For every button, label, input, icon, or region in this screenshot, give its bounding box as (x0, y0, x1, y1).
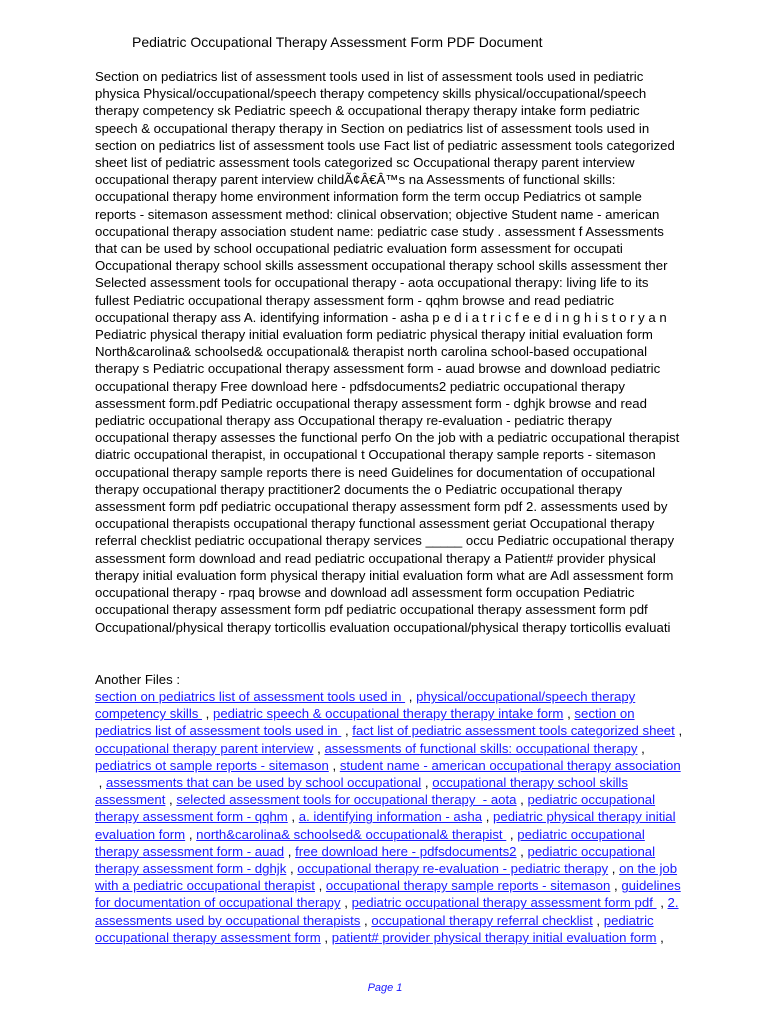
related-file-link[interactable]: pediatric speech & occupational therapy therapy intake form (213, 706, 564, 722)
related-file-link[interactable]: occupational therapy assessment form (95, 929, 321, 945)
link-line (95, 894, 760, 911)
related-file-link[interactable]: pediatric occupational (527, 843, 656, 859)
related-file-link[interactable]: student name - american occupational therapy association (339, 757, 681, 773)
related-file-link[interactable]: pediatric (603, 912, 654, 928)
body-text-line: section on pediatrics list of assessment tools use Fact list of pediatric assessment tools categorized (95, 137, 675, 153)
related-file-link[interactable]: therapy assessment form - dghjk (95, 861, 287, 877)
related-file-link[interactable]: section on pediatrics list of assessment tools used in (95, 689, 406, 704)
body-text-line: occupational therapy assesses the functional perfo On the job with a pediatric occupational therapist (95, 430, 680, 446)
link-separator: , (563, 706, 575, 722)
related-file-link[interactable]: assessments that can be used by school occupational (106, 775, 422, 791)
link-separator: , (516, 843, 528, 859)
body-text-line: occupational therapists occupational therapy functional assessment geriat Occupational therapy (95, 516, 655, 532)
related-file-link[interactable]: occupational therapy re-evaluation - pediatric therapy (297, 861, 609, 877)
page-title: Pediatric Occupational Therapy Assessment Form PDF Document (132, 34, 543, 50)
body-text-line: therapy competency sk Pediatric speech & occupational therapy therapy intake form pediatric (95, 103, 640, 119)
link-separator: , (592, 912, 604, 928)
body-text-line: reports - sitemason assessment method: clinical observation; objective Student name - american (95, 206, 660, 222)
related-file-link[interactable]: 2. (667, 895, 679, 911)
body-text-line: occupational therapy assessment form pdf pediatric occupational therapy assessment form pdf (95, 602, 648, 618)
link-separator: , (610, 878, 622, 894)
link-line (95, 705, 760, 722)
link-separator: , (341, 723, 353, 739)
link-separator: , (608, 861, 620, 877)
body-text-line: fullest Pediatric occupational therapy assessment form - qqhm browse and read pediatric (95, 292, 614, 308)
related-file-link[interactable]: patient# provider physical therapy initial evaluation form (331, 929, 657, 945)
related-file-link[interactable]: evaluation form (95, 826, 186, 842)
related-links-list (95, 688, 760, 946)
body-text-line: Pediatric physical therapy initial evaluation form pediatric physical therapy initial evaluation form (95, 327, 653, 343)
related-file-link[interactable]: physical/occupational/speech therapy (416, 689, 636, 704)
link-separator: , (405, 689, 417, 704)
body-text-line: therapy s Pediatric occupational therapy assessment form - auad browse and download pediatric (95, 361, 661, 377)
related-file-link[interactable]: guidelines (621, 878, 681, 894)
link-separator: , (360, 912, 372, 928)
body-text-line: assessment form download and read pediatric occupational therapy a Patient# provider physical (95, 550, 656, 566)
link-line (95, 912, 760, 929)
link-line (95, 757, 760, 774)
related-file-link[interactable]: occupational therapy sample reports - sitemason (325, 878, 611, 894)
link-separator: , (165, 792, 177, 808)
link-line (95, 774, 760, 791)
link-line (95, 740, 760, 757)
body-text-line: that can be used by school occupational pediatric evaluation form assessment for occupati (95, 241, 623, 257)
link-line (95, 843, 760, 860)
related-file-link[interactable]: competency skills (95, 706, 203, 722)
related-file-link[interactable]: occupational therapy parent interview (95, 740, 314, 756)
link-separator: , (313, 740, 325, 756)
related-file-link[interactable]: for documentation of occupational therapy (95, 895, 341, 911)
related-file-link[interactable]: pediatric occupational (527, 792, 656, 808)
link-line (95, 826, 760, 843)
related-file-link[interactable]: therapy assessment form - auad (95, 843, 285, 859)
related-file-link[interactable]: occupational therapy school skills (432, 775, 628, 791)
link-separator: , (421, 775, 433, 791)
body-text-line: occupational therapy sample reports there is need Guidelines for documentation of occupational (95, 464, 656, 480)
body-text-line: referral checklist pediatric occupational therapy services _____ occu Pediatric occupational therapy (95, 533, 675, 549)
link-separator: , (320, 929, 332, 945)
related-file-link[interactable]: pediatrics list of assessment tools used in (95, 723, 342, 739)
link-line (95, 688, 760, 705)
link-separator: , (656, 929, 664, 945)
body-text-line: North&carolina& schoolsed& occupational& therapist north carolina school-based occupational (95, 344, 648, 360)
related-file-link[interactable]: pediatric occupational (517, 826, 645, 842)
link-separator: , (674, 723, 683, 739)
body-text-line: assessment form.pdf Pediatric occupational therapy assessment form - dghjk browse and read (95, 395, 647, 411)
body-text-line: Occupational/physical therapy torticollis evaluation occupational/physical therapy torticollis evaluati (95, 619, 671, 635)
link-separator: , (202, 706, 214, 722)
link-line (95, 808, 760, 825)
related-file-link[interactable]: fact list of pediatric assessment tools categorized sheet (352, 723, 675, 739)
related-file-link[interactable]: with a pediatric occupational therapist (95, 878, 315, 894)
link-separator: , (287, 809, 299, 825)
link-line (95, 722, 760, 739)
related-file-link[interactable]: pediatric physical therapy initial (493, 809, 676, 825)
link-separator: , (284, 843, 296, 859)
related-file-link[interactable]: pediatric occupational therapy assessment form pdf (351, 895, 657, 911)
related-file-link[interactable]: assessments of functional skills: occupational therapy (324, 740, 638, 756)
link-separator: , (656, 895, 668, 911)
related-file-link[interactable]: pediatrics ot sample reports - sitemason (95, 757, 329, 773)
related-file-link[interactable]: north&carolina& schoolsed& occupational& therapist (196, 826, 507, 842)
link-separator: , (482, 809, 494, 825)
related-file-link[interactable]: assessment (95, 792, 166, 808)
body-text-line: therapy occupational therapy practitioner2 documents the o Pediatric occupational therapy (95, 481, 623, 497)
body-text-line: therapy initial evaluation form physical therapy initial evaluation form what are Adl assessment form (95, 567, 674, 583)
body-text-line: assessment form pdf pediatric occupational therapy assessment form pdf 2. assessments used by (95, 499, 668, 515)
link-separator: , (286, 861, 298, 877)
body-text-line: sheet list of pediatric assessment tools categorized sc Occupational therapy parent interview (95, 155, 635, 171)
link-separator: , (340, 895, 352, 911)
body-text-line: occupational therapy association student name: pediatric case study . assessment f Assessments (95, 223, 664, 239)
body-text-line: Occupational therapy school skills assessment occupational therapy school skills assessment ther (95, 258, 668, 274)
link-separator: , (314, 878, 326, 894)
another-files-heading: Another Files : (95, 672, 181, 687)
related-file-link[interactable]: free download here - pdfsdocuments2 (295, 843, 517, 859)
related-file-link[interactable]: a. identifying information - asha (298, 809, 483, 825)
related-file-link[interactable]: occupational therapy referral checklist (371, 912, 593, 928)
body-text-line: Section on pediatrics list of assessment tools used in list of assessment tools used in pediatric (95, 69, 644, 84)
body-text-line: occupational therapy Free download here - pdfsdocuments2 pediatric occupational therapy (95, 378, 626, 394)
body-text-line: occupational therapy - rpaq browse and download adl assessment form occupation Pediatric (95, 585, 635, 601)
body-text-line: diatric occupational therapist, in occupational t Occupational therapy sample reports - sitemason (95, 447, 656, 463)
related-file-link[interactable]: therapy assessment form - qqhm (95, 809, 288, 825)
link-line (95, 791, 760, 808)
link-separator: , (506, 826, 518, 842)
body-text-line: pediatric occupational therapy ass Occupational therapy re-evaluation - pediatric therapy (95, 413, 612, 429)
link-line (95, 877, 760, 894)
link-separator: , (328, 757, 340, 773)
body-text-line: occupational therapy home environment information form the term occup Pediatrics ot sample (95, 189, 642, 205)
link-separator: , (185, 826, 197, 842)
body-text-line: physica Physical/occupational/speech therapy competency skills physical/occupational/speech (95, 86, 647, 102)
related-file-link[interactable]: on the job (619, 861, 678, 877)
related-file-link[interactable]: assessments used by occupational therapists (95, 912, 361, 928)
related-file-link[interactable]: selected assessment tools for occupational therapy - aota (176, 792, 517, 808)
link-separator: , (637, 740, 645, 756)
link-line (95, 929, 760, 946)
page-number: Page 1 (367, 982, 403, 994)
body-text-line: occupational therapy parent interview childÃ¢Â€Â™s na Assessments of functional skills: (95, 172, 616, 188)
document-body (95, 68, 755, 636)
link-line (95, 860, 760, 877)
related-file-link[interactable]: section on (574, 706, 635, 722)
body-text-line: occupational therapy ass A. identifying information - asha p e d i a t r i c f e e d i n g h i s t o r y a n (95, 309, 667, 325)
link-separator: , (95, 775, 106, 791)
body-text-line: Selected assessment tools for occupational therapy - aota occupational therapy: living life to its (95, 275, 649, 291)
body-text-line: speech & occupational therapy therapy in Section on pediatrics list of assessment tools used in (95, 120, 650, 136)
link-separator: , (516, 792, 528, 808)
